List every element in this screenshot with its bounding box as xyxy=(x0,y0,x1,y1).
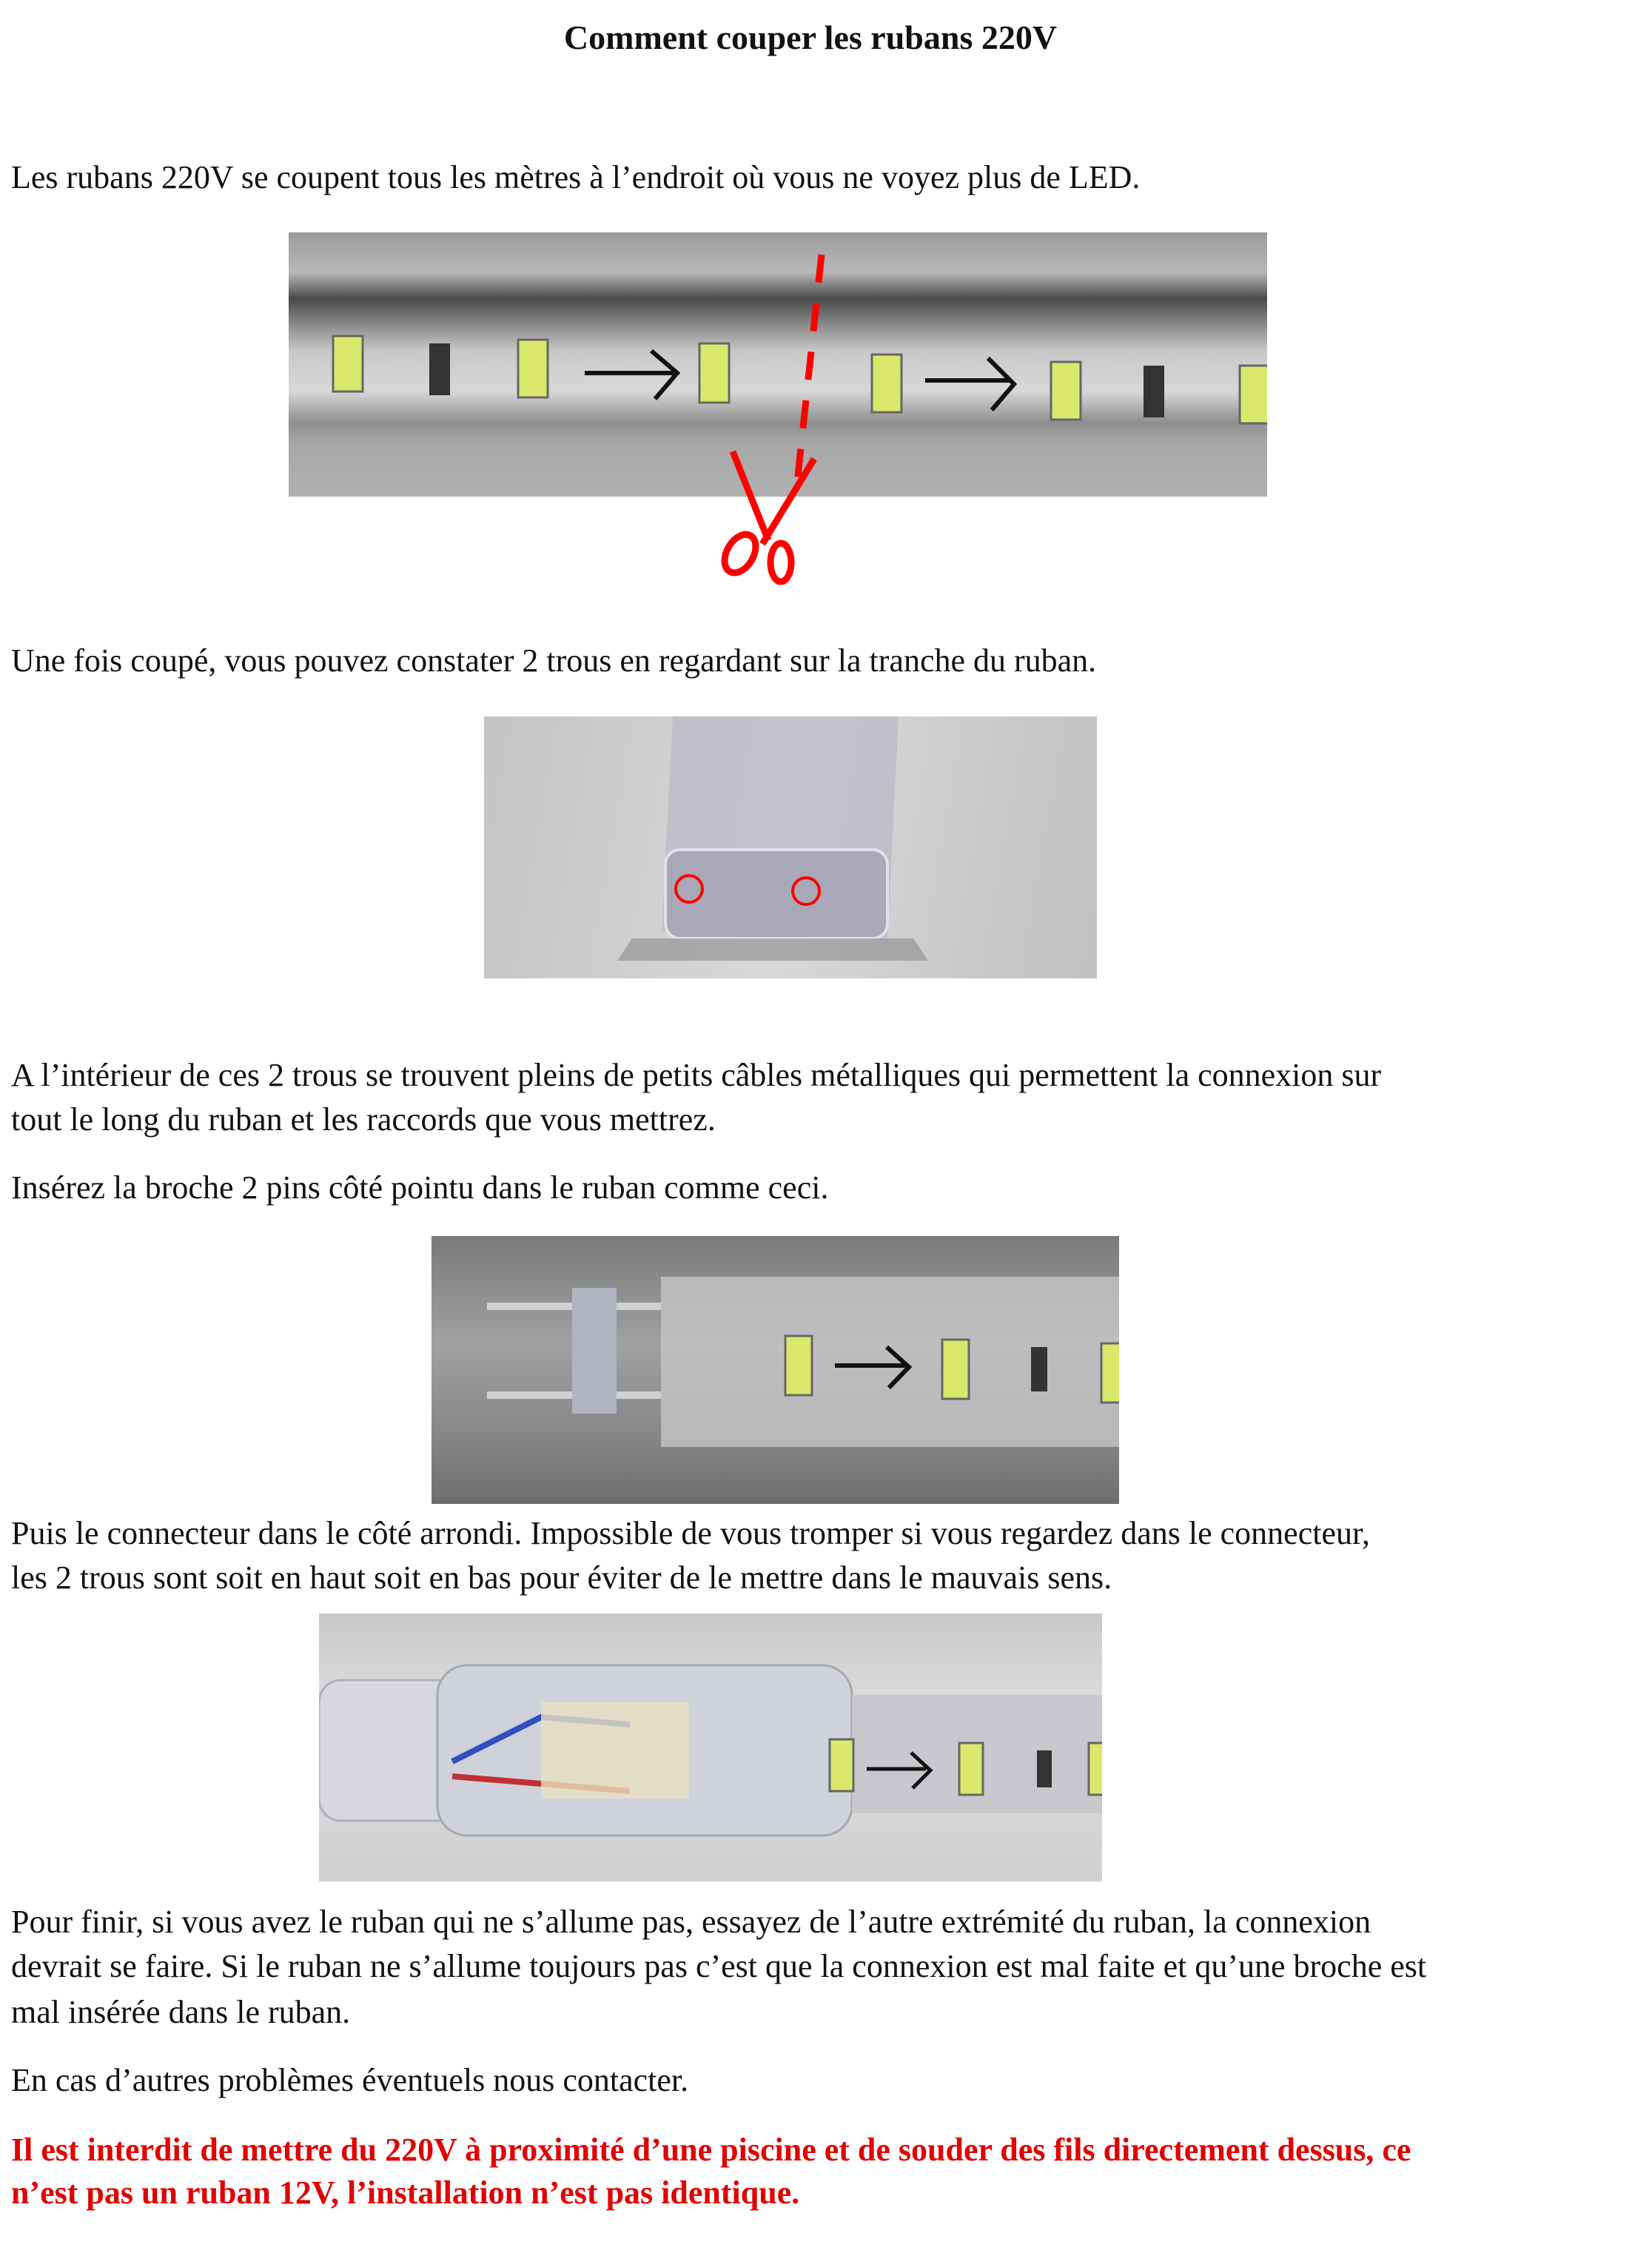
paragraph-cables-line2: tout le long du ruban et les raccords que vous mettrez. xyxy=(11,1101,716,1138)
connector-photo xyxy=(319,1613,1102,1881)
paragraph-cables-line1: A l’intérieur de ces 2 trous se trouvent pleins de petits câbles métalliques qui permettent la connexion sur xyxy=(11,1057,1382,1093)
page-title: Comment couper les rubans 220V xyxy=(563,19,1058,56)
paragraph-two-holes: Une fois coupé, vous pouvez constater 2 trous en regardant sur la tranche du ruban. xyxy=(11,642,1097,679)
paragraph-troubleshoot-line3: mal insérée dans le ruban. xyxy=(11,1994,351,2030)
warning-line1: Il est interdit de mettre du 220V à proximité d’une piscine et de souder des fils directement dessus, ce xyxy=(11,2132,1411,2168)
paragraph-troubleshoot-line1: Pour finir, si vous avez le ruban qui ne s’allume pas, essayez de l’autre extrémité du ruban, la connexion xyxy=(11,1904,1371,1940)
paragraph-connector-line2: les 2 trous sont soit en haut soit en bas pour éviter de le mettre dans le mauvais sens. xyxy=(11,1559,1112,1596)
paragraph-contact: En cas d’autres problèmes éventuels nous contacter. xyxy=(11,2062,689,2098)
paragraph-troubleshoot-line2: devrait se faire. Si le ruban ne s’allume toujours pas c’est que la connexion est mal faite et qu’une broche est xyxy=(11,1948,1427,1984)
warning-line2: n’est pas un ruban 12V, l’installation n’est pas identique. xyxy=(11,2175,800,2211)
paragraph-cut-instructions: Les rubans 220V se coupent tous les mètres à l’endroit où vous ne voyez plus de LED. xyxy=(11,159,1141,195)
scissors-icon xyxy=(711,444,829,585)
paragraph-connector-line1: Puis le connecteur dans le côté arrondi. Impossible de vous tromper si vous regardez dans le connecteur, xyxy=(11,1515,1370,1551)
pin-inserted-photo xyxy=(432,1236,1119,1504)
strip-end-holes-photo xyxy=(484,716,1097,978)
paragraph-insert-pin: Insérez la broche 2 pins côté pointu dans le ruban comme ceci. xyxy=(11,1169,829,1206)
